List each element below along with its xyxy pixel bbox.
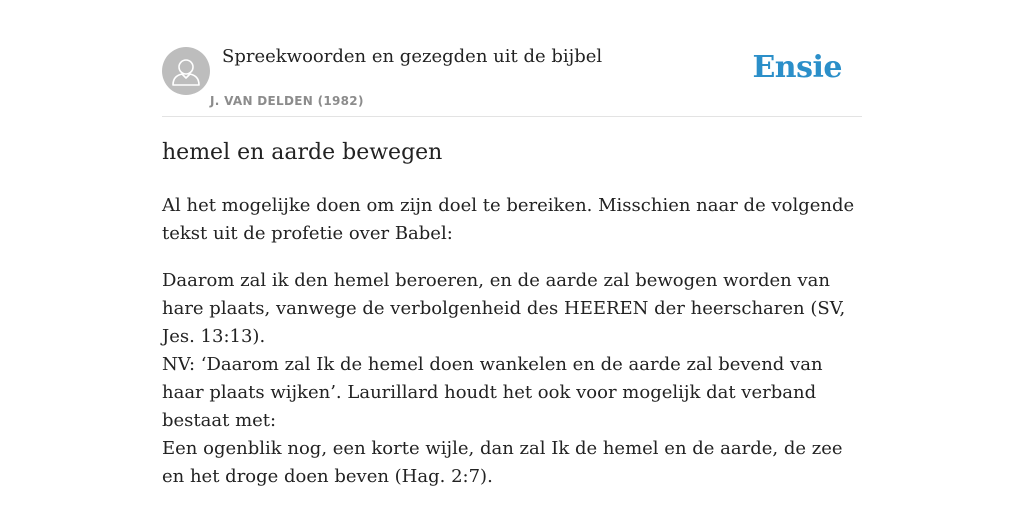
ensie-logo[interactable]: Ensie [752,50,842,85]
book-header [162,40,862,117]
quote-paragraph: Een ogenblik nog, een korte wijle, dan zal Ik de hemel en de aarde, de zee en het droge doen beven (Hag. 2:7). [162,438,843,487]
quote-paragraph: Daarom zal ik den hemel beroeren, en de aarde zal bewogen worden van hare plaats, vanwege de verbolgenheid des HEEREN der heerscharen (SV, Jes. 13:13). [162,270,846,347]
quote-paragraph: NV: ‘Daarom zal Ik de hemel doen wankelen en de aarde zal bevend van haar plaats wijken’. Laurillard houdt het ook voor mogelijk dat verband bestaat met: [162,354,823,431]
lemma-title: hemel en aarde bewegen [162,140,443,165]
user-icon [162,47,210,95]
book-author: J. VAN DELDEN (1982) [210,94,364,108]
author-avatar[interactable] [162,47,210,95]
definition-paragraph: Al het mogelijke doen om zijn doel te bereiken. Misschien naar de volgende tekst uit de profetie over Babel: [162,195,855,244]
book-title-link[interactable]: Spreekwoorden en gezegden uit de bijbel [222,46,603,67]
